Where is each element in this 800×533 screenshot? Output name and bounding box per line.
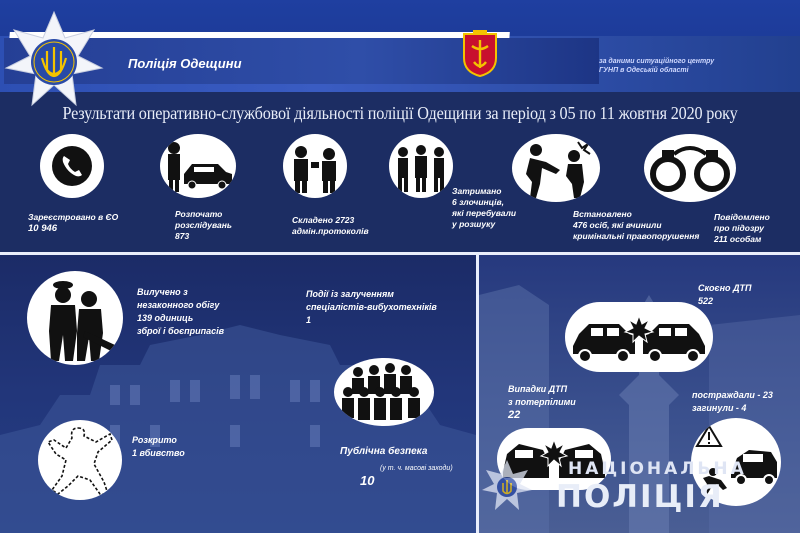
stat-registered-label: Зареєстровано в ЄО <box>28 212 119 222</box>
stat-detained-value: 6 злочинців, <box>452 197 505 207</box>
brand-name: Поліція Одещини <box>128 56 242 71</box>
stat-registered-value: 10 946 <box>28 223 58 234</box>
accidents-value: 522 <box>698 296 714 306</box>
weapons-line1: Вилучено з <box>137 287 188 297</box>
stat-detained-line1: Затримано <box>452 186 502 196</box>
panel-circle-murder <box>38 420 122 500</box>
watermark-line1: НАЦІОНАЛЬНА <box>568 459 747 479</box>
victims-dead: загинули - 4 <box>692 403 747 413</box>
explosives-text <box>306 288 437 327</box>
protocol-icon <box>283 134 347 198</box>
murder-text <box>132 434 185 460</box>
stat-detained-line3: які перебували <box>452 208 517 218</box>
panel-circle-public-safety <box>334 358 434 426</box>
panel-circle-weapons <box>27 271 123 365</box>
public-safety-value: 10 <box>360 473 375 488</box>
accidents-label: Скоєно ДТП <box>698 283 752 293</box>
handcuffs-icon <box>644 134 736 202</box>
stat-suspicion-line1: Повідомлено <box>714 212 770 222</box>
page-title: Результати оперативно-службової діяльності поліції Одещини за період з 05 по 11 жовтня 2020 року <box>62 103 738 123</box>
public-safety-note: (у т. ч. масові заходи) <box>380 465 453 472</box>
odesa-coat-of-arms-icon <box>461 30 499 78</box>
panel-circle-accidents <box>565 302 713 372</box>
stat-circle-detained <box>389 134 453 198</box>
stat-suspicion <box>714 212 770 245</box>
murder-line1: Розкрито <box>132 435 177 445</box>
injured-cases-line1: Випадки ДТП <box>508 384 568 394</box>
stat-offenders-line1: Встановлено <box>573 209 632 219</box>
stat-circle-investigations <box>160 134 236 198</box>
stat-protocols <box>292 215 369 237</box>
weapons-value: 139 одиниць <box>137 313 194 323</box>
arrest-icon <box>27 271 123 365</box>
stat-suspicion-line2: про підозру <box>714 223 764 233</box>
victims-text <box>692 389 773 415</box>
source-note-line1: за даними ситуаційного центру <box>599 58 715 65</box>
stat-suspicion-value: 211 особам <box>714 234 762 244</box>
police-car-icon <box>160 134 236 198</box>
watermark-line2: ПОЛІЦІЯ <box>556 479 724 515</box>
phone-icon <box>40 134 104 198</box>
offender-icon <box>512 134 600 202</box>
accidents-text <box>698 282 752 308</box>
stat-offenders-value: 476 осіб, які вчинили <box>573 220 662 230</box>
source-note-line2: ГУНП в Одеській області <box>599 67 689 74</box>
weapons-line4: зброї і боєприпасів <box>137 326 225 336</box>
body-outline-icon <box>38 420 122 500</box>
source-note <box>599 57 749 75</box>
stat-investigations-value: 873 <box>175 231 190 241</box>
injured-cases-line2: з потерпілими <box>508 397 576 407</box>
stat-offenders <box>573 209 699 242</box>
stat-registered <box>28 212 118 234</box>
public-safety-label: Публічна безпека <box>340 446 428 457</box>
stat-investigations-line2: розслідувань <box>175 220 232 230</box>
car-crash-icon <box>565 302 713 372</box>
explosives-line1: Події із залученням <box>306 289 394 299</box>
stat-detained-line4: у розшуку <box>452 219 496 229</box>
stat-investigations-line1: Розпочато <box>175 209 223 219</box>
stat-protocols-value: Складено 2723 <box>292 215 355 225</box>
victims-injured: постраждали - 23 <box>692 390 773 400</box>
stat-circle-registered <box>40 134 104 198</box>
stat-circle-offenders <box>512 134 600 202</box>
injured-cases-value: 22 <box>508 409 521 421</box>
weapons-text <box>137 286 224 338</box>
stat-detained <box>452 186 516 230</box>
stat-protocols-label: адмін.протоколів <box>292 226 369 236</box>
explosives-line2: спеціалістів-вибухотехніків <box>306 302 437 312</box>
stat-circle-suspicion <box>644 134 736 202</box>
police-star-icon <box>4 10 104 110</box>
stat-investigations <box>175 209 232 242</box>
explosives-value: 1 <box>306 315 312 325</box>
crowd-icon <box>334 358 434 426</box>
weapons-line2: незаконного обігу <box>137 300 220 310</box>
murder-value: 1 вбивство <box>132 448 185 458</box>
detained-icon <box>389 134 453 198</box>
stat-offenders-line3: кримінальні правопорушення <box>573 231 700 241</box>
injured-cases-text <box>508 383 576 422</box>
stat-circle-protocols <box>283 134 347 198</box>
